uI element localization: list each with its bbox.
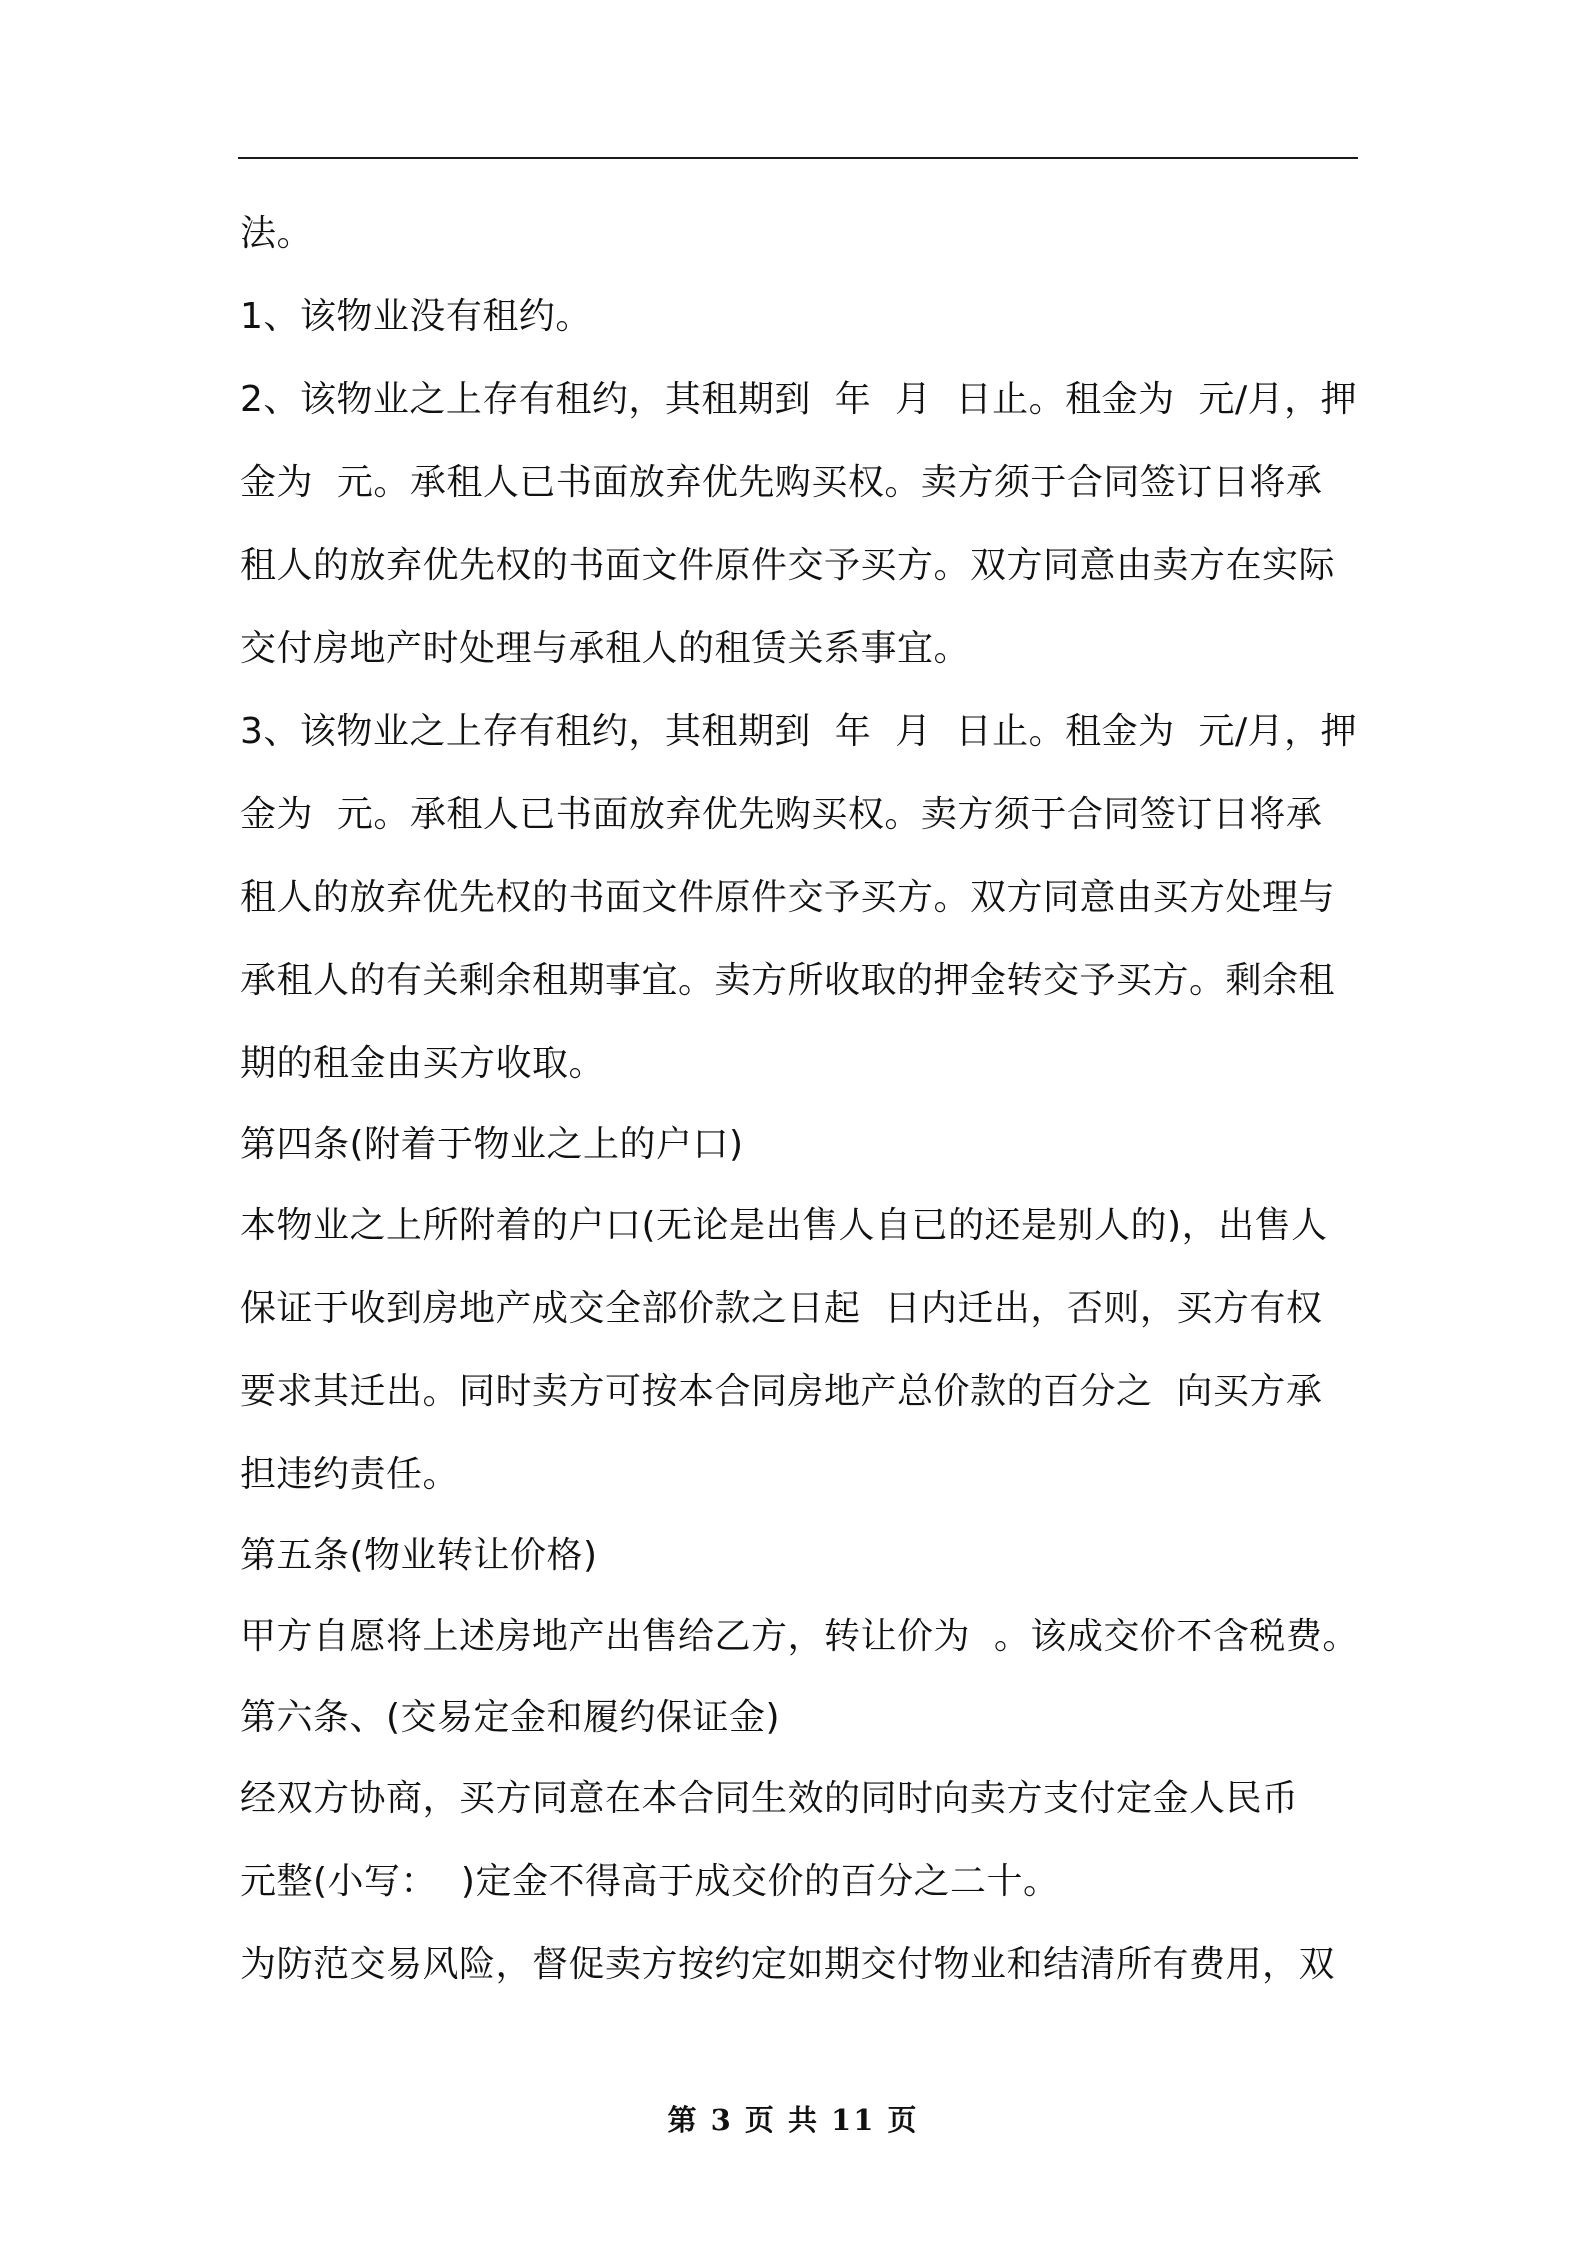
text-line: 担违约责任。	[240, 1454, 460, 1495]
section-heading: 第四条(附着于物业之上的户口)	[240, 1124, 744, 1165]
text-line: 经双方协商，买方同意在本合同生效的同时向卖方支付定金人民币	[240, 1778, 1299, 1819]
text-line: 租人的放弃优先权的书面文件原件交予买方。双方同意由买方处理与	[240, 877, 1336, 918]
text-line: 本物业之上所附着的户口(无论是出售人自已的还是别人的)，出售人	[240, 1205, 1328, 1246]
text-line: 甲方自愿将上述房地产出售给乙方，转让价为 。该成交价不含税费。	[240, 1616, 1359, 1657]
text-line: 法。	[240, 213, 314, 254]
text-line: 1、该物业没有租约。	[240, 296, 592, 337]
text-line: 2、该物业之上存有租约，其租期到 年 月 日止。租金为 元/月，押	[240, 379, 1358, 420]
page-number: 第 3 页 共 11 页	[667, 2103, 919, 2137]
text-line: 元整(小写： )定金不得高于成交价的百分之二十。	[240, 1861, 1060, 1902]
text-line: 租人的放弃优先权的书面文件原件交予买方。双方同意由卖方在实际	[240, 545, 1336, 586]
text-line: 金为 元。承租人已书面放弃优先购买权。卖方须于合同签订日将承	[240, 794, 1323, 835]
text-line: 期的租金由买方收取。	[240, 1043, 606, 1084]
text-line: 为防范交易风险，督促卖方按约定如期交付物业和结清所有费用，双	[240, 1944, 1336, 1985]
text-line: 保证于收到房地产成交全部价款之日起 日内迁出，否则，买方有权	[240, 1288, 1323, 1329]
text-line: 金为 元。承租人已书面放弃优先购买权。卖方须于合同签订日将承	[240, 462, 1323, 503]
header-rule	[238, 157, 1358, 159]
text-line: 交付房地产时处理与承租人的租赁关系事宜。	[240, 628, 971, 669]
text-line: 3、该物业之上存有租约，其租期到 年 月 日止。租金为 元/月，押	[240, 711, 1358, 752]
text-line: 要求其迁出。同时卖方可按本合同房地产总价款的百分之 向买方承	[240, 1371, 1323, 1412]
contract-body	[240, 192, 1380, 2006]
text-line: 承租人的有关剩余租期事宜。卖方所收取的押金转交予买方。剩余租	[240, 960, 1336, 1001]
section-heading: 第六条、(交易定金和履约保证金)	[240, 1697, 781, 1738]
section-heading: 第五条(物业转让价格)	[240, 1535, 598, 1576]
